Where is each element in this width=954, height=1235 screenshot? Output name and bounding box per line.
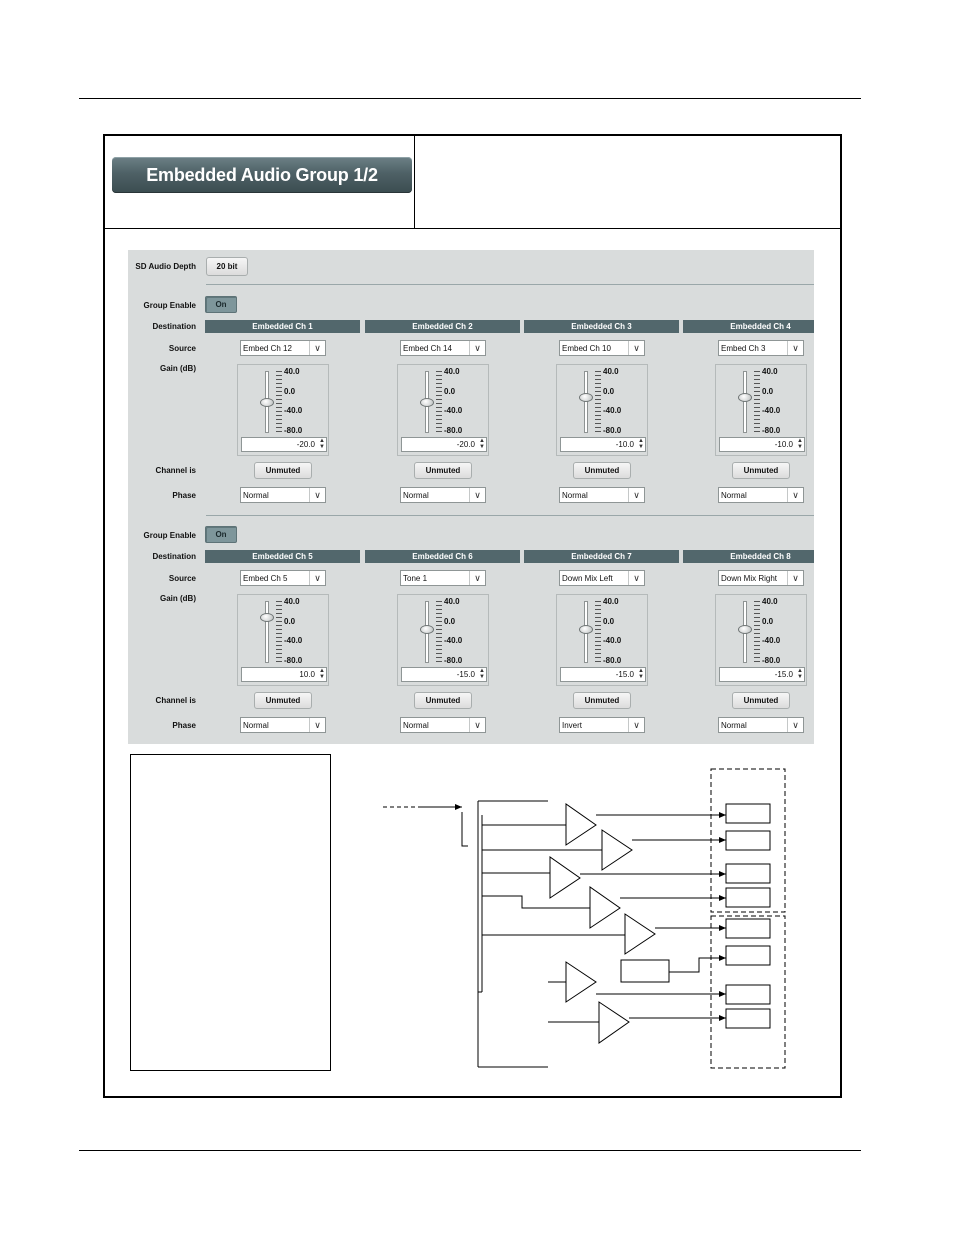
destination-header: Embedded Ch 1 xyxy=(205,320,360,333)
gain-value: -20.0 xyxy=(296,440,315,449)
source-value: Down Mix Left xyxy=(562,573,613,583)
gain-scale-label: -40.0 xyxy=(444,636,463,645)
chevron-down-icon: ∨ xyxy=(469,718,485,732)
gain-scale-label: -40.0 xyxy=(444,406,463,415)
chevron-down-icon: ∨ xyxy=(787,571,803,585)
gain-scale-label: -40.0 xyxy=(762,406,781,415)
mute-button[interactable]: Unmuted xyxy=(573,692,631,709)
source-value: Tone 1 xyxy=(403,573,428,583)
gain-scale-label: -40.0 xyxy=(284,636,303,645)
gain-scale-label: -40.0 xyxy=(284,406,303,415)
gain-value: -15.0 xyxy=(774,670,793,679)
gain-scale-label: 40.0 xyxy=(444,367,460,376)
chevron-down-icon: ∨ xyxy=(787,718,803,732)
gain-scale-label: -80.0 xyxy=(284,425,303,435)
phase-value: Normal xyxy=(721,720,747,730)
chevron-down-icon: ∨ xyxy=(469,341,485,355)
gain-scale-label: 0.0 xyxy=(603,616,615,626)
gain-value: 10.0 xyxy=(299,670,315,679)
phase-value: Normal xyxy=(403,720,429,730)
gain-value: -15.0 xyxy=(615,670,634,679)
gain-scale-label: 0.0 xyxy=(762,616,774,626)
destination-header: Embedded Ch 2 xyxy=(365,320,520,333)
channel-is-label: Channel is xyxy=(155,696,196,705)
phase-value: Normal xyxy=(243,490,269,500)
chevron-down-icon: ∨ xyxy=(628,341,644,355)
gain-scale-label: 0.0 xyxy=(603,386,615,396)
gain-scale-label: 40.0 xyxy=(603,367,619,376)
gain-scale-label: -80.0 xyxy=(444,425,463,435)
chevron-down-icon: ∨ xyxy=(309,488,325,502)
chevron-down-icon: ∨ xyxy=(309,571,325,585)
destination-label: Destination xyxy=(152,552,196,561)
gain-label: Gain (dB) xyxy=(160,364,196,373)
destination-header: Embedded Ch 6 xyxy=(365,550,520,563)
phase-value: Normal xyxy=(721,490,747,500)
chevron-down-icon: ∨ xyxy=(469,571,485,585)
phase-value: Normal xyxy=(562,490,588,500)
chevron-down-icon: ∨ xyxy=(469,488,485,502)
spinner-arrows-icon[interactable]: ▲ ▼ xyxy=(797,668,803,680)
source-value: Embed Ch 12 xyxy=(243,343,292,353)
spinner-arrows-icon[interactable]: ▲ ▼ xyxy=(479,668,485,680)
spinner-arrows-icon[interactable]: ▲ ▼ xyxy=(319,438,325,450)
spinner-arrows-icon[interactable]: ▲ ▼ xyxy=(638,438,644,450)
gain-scale-label: 40.0 xyxy=(444,597,460,606)
gain-value: -10.0 xyxy=(774,440,793,449)
gain-scale-label: 40.0 xyxy=(762,597,778,606)
sd-audio-depth-label: SD Audio Depth xyxy=(135,262,196,271)
tab-title[interactable]: Embedded Audio Group 1/2 xyxy=(112,157,412,193)
phase-value: Normal xyxy=(243,720,269,730)
spinner-arrows-icon[interactable]: ▲ ▼ xyxy=(319,668,325,680)
chevron-down-icon: ∨ xyxy=(309,341,325,355)
gain-scale-label: -80.0 xyxy=(762,425,781,435)
destination-header: Embedded Ch 3 xyxy=(524,320,679,333)
source-value: Embed Ch 10 xyxy=(562,343,611,353)
gain-scale-label: 0.0 xyxy=(444,386,456,396)
chevron-down-icon: ∨ xyxy=(628,488,644,502)
group-enable-label: Group Enable xyxy=(143,531,196,540)
destination-label: Destination xyxy=(152,322,196,331)
gain-scale-label: -40.0 xyxy=(603,636,622,645)
destination-header: Embedded Ch 8 xyxy=(683,550,814,563)
gain-value: -10.0 xyxy=(615,440,634,449)
source-value: Embed Ch 3 xyxy=(721,343,766,353)
gain-scale-label: -40.0 xyxy=(762,636,781,645)
mute-button[interactable]: Unmuted xyxy=(414,462,472,479)
spinner-arrows-icon[interactable]: ▲ ▼ xyxy=(797,438,803,450)
source-value: Down Mix Right xyxy=(721,573,778,583)
chevron-down-icon: ∨ xyxy=(787,341,803,355)
group-enable-value: On xyxy=(215,530,227,539)
gain-scale-label: -80.0 xyxy=(444,655,463,665)
chevron-down-icon: ∨ xyxy=(628,718,644,732)
gain-scale-label: 0.0 xyxy=(762,386,774,396)
phase-label: Phase xyxy=(172,721,196,730)
mute-button[interactable]: Unmuted xyxy=(414,692,472,709)
gain-scale-label: 0.0 xyxy=(284,616,296,626)
sd-audio-depth-button[interactable]: 20 bit xyxy=(206,257,248,276)
gain-label: Gain (dB) xyxy=(160,594,196,603)
phase-label: Phase xyxy=(172,491,196,500)
gain-scale-label: 40.0 xyxy=(603,597,619,606)
mute-button[interactable]: Unmuted xyxy=(732,692,790,709)
gain-scale-label: -40.0 xyxy=(603,406,622,415)
gain-value: -15.0 xyxy=(456,670,475,679)
channel-is-label: Channel is xyxy=(155,466,196,475)
destination-header: Embedded Ch 7 xyxy=(524,550,679,563)
gain-scale-label: 0.0 xyxy=(284,386,296,396)
chevron-down-icon: ∨ xyxy=(309,718,325,732)
mute-button[interactable]: Unmuted xyxy=(254,462,312,479)
gain-scale-label: 40.0 xyxy=(762,367,778,376)
gain-scale-label: -80.0 xyxy=(762,655,781,665)
phase-value: Invert xyxy=(562,720,583,730)
destination-header: Embedded Ch 4 xyxy=(683,320,814,333)
spinner-arrows-icon[interactable]: ▲ ▼ xyxy=(638,668,644,680)
source-value: Embed Ch 14 xyxy=(403,343,452,353)
gain-scale-label: -80.0 xyxy=(603,425,622,435)
gain-scale-label: -80.0 xyxy=(603,655,622,665)
spinner-arrows-icon[interactable]: ▲ ▼ xyxy=(479,438,485,450)
mute-button[interactable]: Unmuted xyxy=(254,692,312,709)
phase-value: Normal xyxy=(403,490,429,500)
source-label: Source xyxy=(168,344,196,353)
destination-header: Embedded Ch 5 xyxy=(205,550,360,563)
group-enable-label: Group Enable xyxy=(143,301,196,310)
gain-value: -20.0 xyxy=(456,440,475,449)
group-enable-value: On xyxy=(215,300,227,309)
mute-button[interactable]: Unmuted xyxy=(573,462,631,479)
gain-scale-label: 40.0 xyxy=(284,367,300,376)
gain-scale-label: 0.0 xyxy=(444,616,456,626)
source-label: Source xyxy=(168,574,196,583)
chevron-down-icon: ∨ xyxy=(628,571,644,585)
gain-scale-label: 40.0 xyxy=(284,597,300,606)
chevron-down-icon: ∨ xyxy=(787,488,803,502)
source-value: Embed Ch 5 xyxy=(243,573,288,583)
gain-scale-label: -80.0 xyxy=(284,655,303,665)
mute-button[interactable]: Unmuted xyxy=(732,462,790,479)
